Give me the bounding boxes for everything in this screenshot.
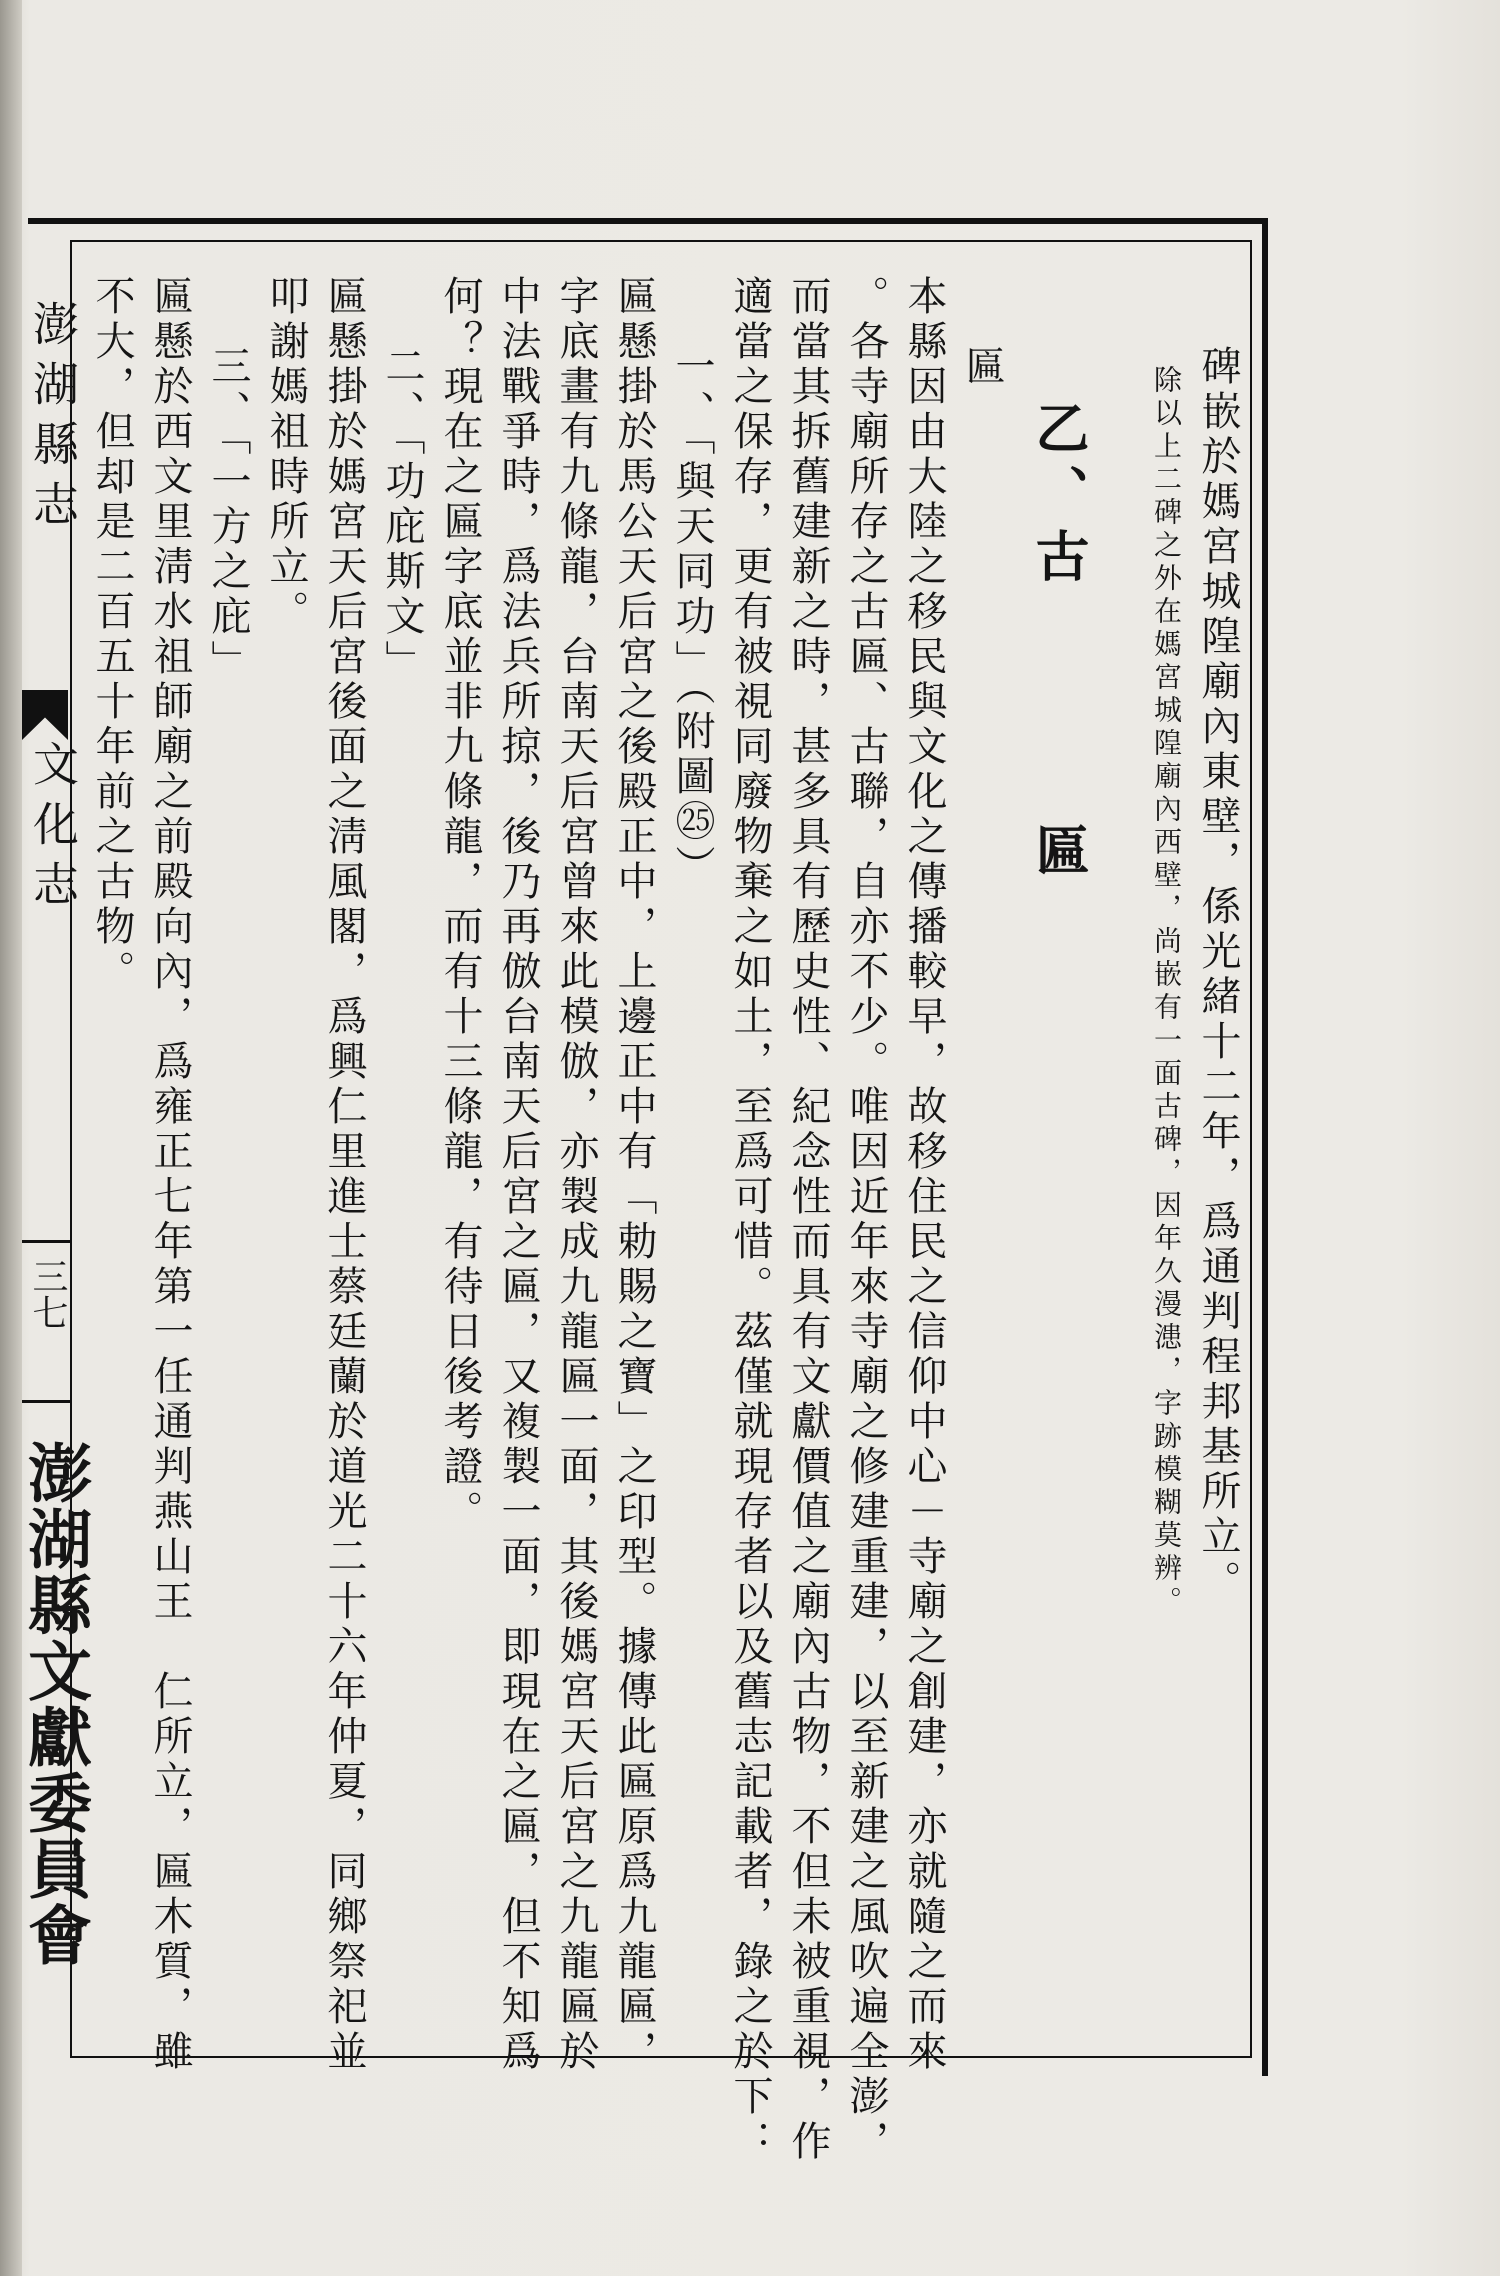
item-heading: 適當之保存，更有被視同廢物棄之如土，至爲可惜。茲僅就現存者以及舊志記載者，錄之於下： bbox=[727, 275, 773, 2165]
text-column: 。各寺廟所存之古匾、古聯，自亦不少。唯因近年來寺廟之修建重建，以至新建之風吹遍全澎， bbox=[843, 275, 889, 2165]
banner-publisher: 澎湖縣文獻委員會 bbox=[17, 1440, 92, 1968]
item-heading: 不大，但却是二百五十年前之古物。 bbox=[89, 275, 135, 995]
text-column: 中法戰爭時，爲法兵所掠，後乃再倣台南天后宮之匾，又複製一面，即現在之匾，但不知爲 bbox=[495, 275, 541, 2075]
section-heading bbox=[1027, 400, 1091, 886]
text-column: 匾懸於西文里淸水祖師廟之前殿向內，爲雍正七年第一任通判燕山王 仁所立，匾木質，雖 bbox=[147, 275, 193, 2075]
text-column: 二、「功庇斯文」 bbox=[379, 345, 425, 685]
text-column: 匾懸掛於媽宮天后宮後面之淸風閣，爲興仁里進士蔡廷蘭於道光二十六年仲夏，同鄉祭祀並 bbox=[321, 275, 367, 2075]
text-column: 匾 bbox=[959, 345, 1005, 390]
text-column: 本縣因由大陸之移民與文化之傳播較早，故移住民之信仰中心－寺廟之創建，亦就隨之而來 bbox=[901, 275, 947, 2075]
text-column: 一、「與天同功」（附圖㉕） bbox=[669, 345, 715, 890]
text-column: 匾懸掛於馬公天后宮之後殿正中，上邊正中有「勅賜之寶」之印型。據傳此匾原爲九龍匾， bbox=[611, 275, 657, 2075]
banner-rule bbox=[22, 1240, 70, 1243]
section-heading-part: 乙、古 bbox=[1027, 400, 1091, 592]
banner-page-number: 三七 bbox=[27, 1258, 68, 1330]
text-column: 三、「一方之庇」 bbox=[205, 345, 251, 685]
banner-rule bbox=[22, 1400, 70, 1403]
text-column: 字底畫有九條龍，台南天后宮曾來此模倣，亦製成九龍匾一面，其後媽宮天后宮之九龍匾於 bbox=[553, 275, 599, 2075]
banner-book-title: 澎湖縣志 bbox=[26, 300, 80, 540]
note-column: 除以上二碑之外在媽宮城隍廟內西壁，尚嵌有一面古碑，因年久漫漶，字跡模糊莫辨。 bbox=[1150, 365, 1183, 1619]
text-column: 而當其拆舊建新之時，甚多具有歷史性、紀念性而具有文獻價值之廟內古物，不但未被重視，作 bbox=[785, 275, 831, 2165]
item-heading: 何？現在之匾字底並非九條龍，而有十三條龍，有待日後考證。 bbox=[437, 275, 483, 1535]
text-column: 碑嵌於媽宮城隍廟內東壁，係光緒十二年，爲通判程邦基所立。 bbox=[1195, 345, 1241, 1605]
section-heading-part: 匾 bbox=[1027, 822, 1091, 886]
banner-section-title: 文化志 bbox=[26, 740, 80, 920]
item-heading: 叩謝媽祖時所立。 bbox=[263, 275, 309, 635]
